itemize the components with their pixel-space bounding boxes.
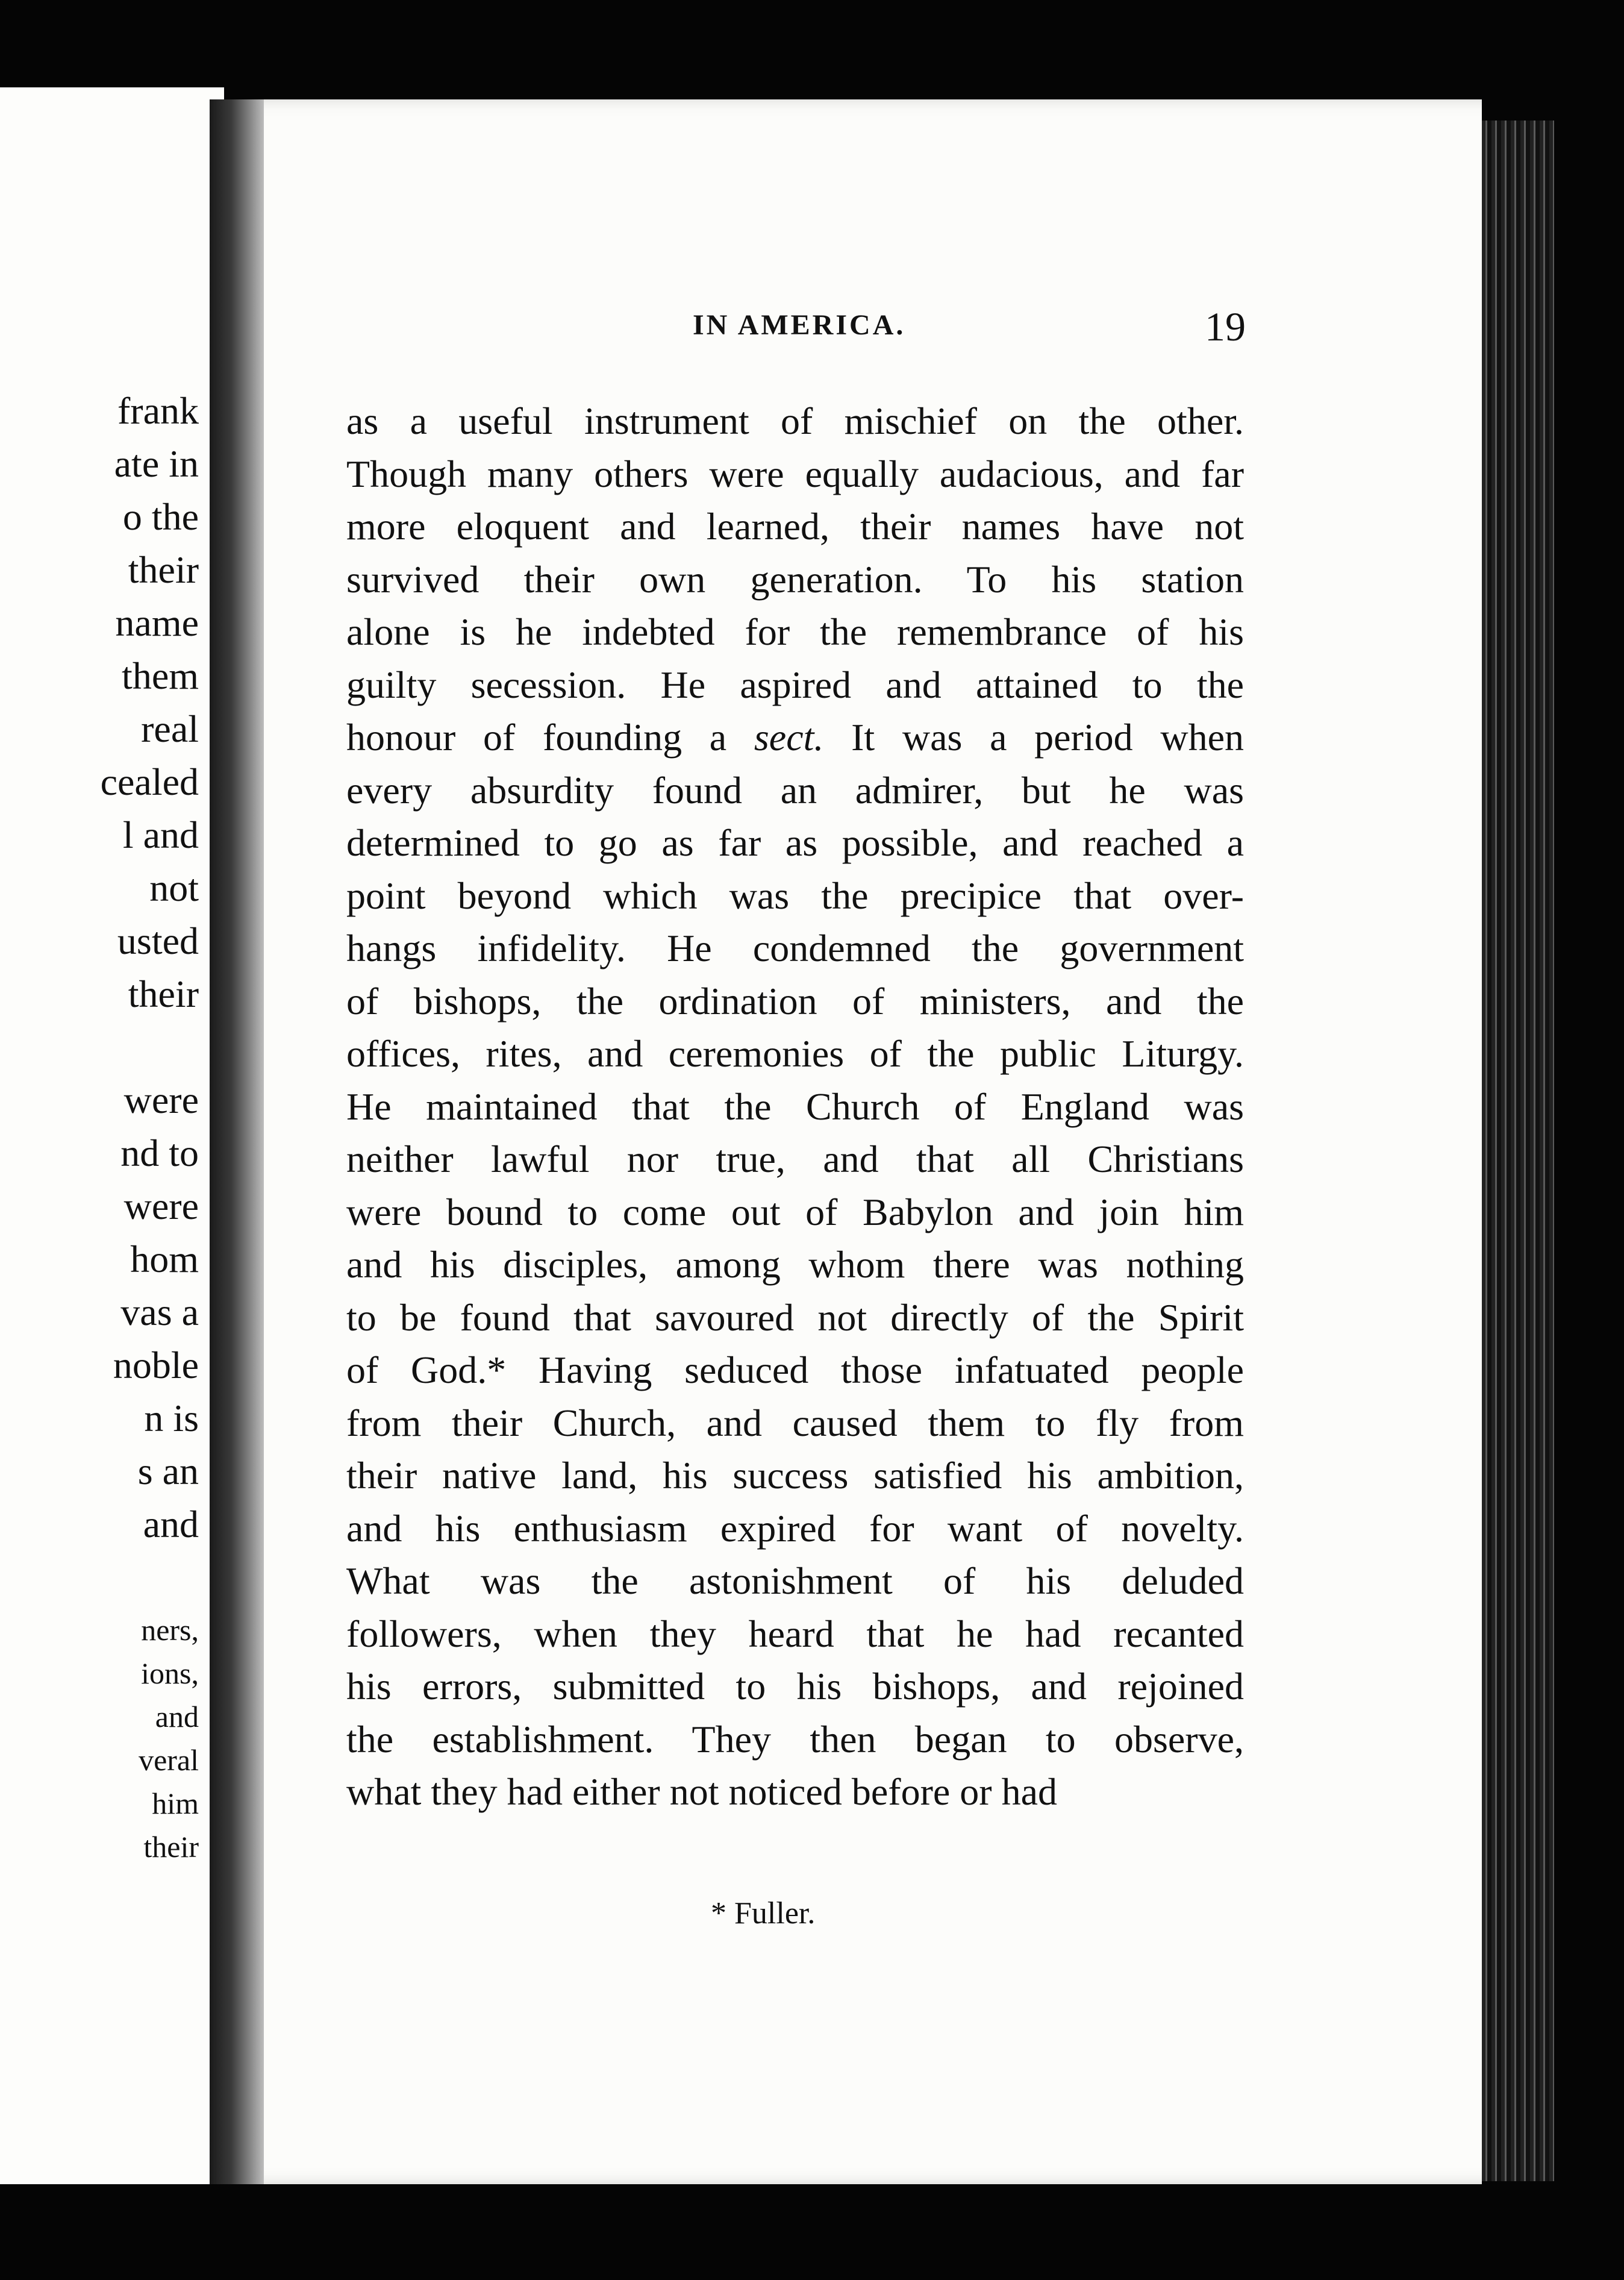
- text-line: of bishops, the ordination of ministers, and the: [346, 979, 1244, 1023]
- left-page-note-line: their: [143, 1830, 199, 1864]
- left-page-line: o the: [122, 495, 199, 538]
- left-page-line: s an: [137, 1450, 199, 1492]
- text-line: more eloquent and learned, their names have not: [346, 505, 1244, 548]
- text-line: from their Church, and caused them to fly from: [346, 1401, 1244, 1444]
- text-line: survived their own generation. To his station: [346, 557, 1244, 601]
- left-page-line: hom: [130, 1238, 199, 1280]
- left-page: [0, 87, 224, 2184]
- left-page-line: name: [115, 601, 199, 644]
- text-line: Though many others were equally audacious, and far: [346, 452, 1244, 495]
- left-page-line: not: [149, 866, 199, 909]
- left-page-note-line: veral: [139, 1743, 199, 1777]
- text-line: What was the astonishment of his deluded: [346, 1559, 1244, 1602]
- body-text: [346, 395, 1244, 1818]
- left-page-line: their: [128, 548, 199, 591]
- left-page-line: were: [123, 1079, 199, 1121]
- left-page-line: vas a: [120, 1291, 199, 1333]
- left-page-line: noble: [113, 1344, 199, 1386]
- text-line: every absurdity found an admirer, but he was: [346, 768, 1244, 812]
- text-line: guilty secession. He aspired and attained to the: [346, 663, 1244, 706]
- left-page-line: usted: [117, 919, 199, 962]
- text-line: of God.* Having seduced those infatuated people: [346, 1348, 1244, 1391]
- text-line: alone is he indebted for the remembrance of his: [346, 610, 1244, 653]
- left-page-line: were: [123, 1185, 199, 1227]
- left-page-note-line: him: [152, 1787, 199, 1820]
- text-line: point beyond which was the precipice that over-: [346, 874, 1244, 917]
- italic-word: sect.: [754, 716, 824, 759]
- page-number: 19: [1205, 304, 1246, 349]
- left-page-line: frank: [117, 389, 199, 432]
- text-line: their native land, his success satisfied his ambition,: [346, 1454, 1244, 1497]
- left-page-line: nd to: [120, 1132, 199, 1174]
- left-page-line: them: [122, 654, 199, 697]
- text-line: to be found that savoured not directly of the Spirit: [346, 1295, 1244, 1339]
- text-line: honour of founding a sect. It was a period when: [346, 716, 1245, 759]
- text-line: He maintained that the Church of England was: [346, 1085, 1244, 1128]
- left-page-line: their: [128, 972, 199, 1015]
- page-edges: [1482, 121, 1554, 2181]
- left-page-line: and: [143, 1503, 199, 1546]
- text-line: were bound to come out of Babylon and join him: [346, 1190, 1244, 1233]
- left-page-note-line: and: [155, 1700, 199, 1733]
- text-line: determined to go as far as possible, and reached a: [346, 821, 1244, 864]
- running-header: IN AMERICA.: [693, 309, 906, 341]
- text-line: and his enthusiasm expired for want of novelty.: [346, 1506, 1244, 1550]
- text-line: hangs infidelity. He condemned the government: [346, 927, 1244, 969]
- book-gutter: [210, 99, 264, 2184]
- left-page-line: n is: [144, 1397, 199, 1439]
- text-line: offices, rites, and ceremonies of the public Liturgy.: [346, 1032, 1244, 1075]
- left-page-note-line: ions,: [141, 1656, 199, 1690]
- footnote: * Fuller.: [711, 1896, 816, 1931]
- left-page-note-line: ners,: [141, 1613, 199, 1647]
- left-page-line: l and: [122, 813, 199, 856]
- text-line: and his disciples, among whom there was nothing: [346, 1243, 1244, 1286]
- text-line: neither lawful nor true, and that all Christians: [346, 1138, 1244, 1180]
- left-page-line: ate in: [114, 442, 199, 485]
- text-line: the establishment. They then began to observe,: [346, 1717, 1244, 1761]
- text-line: as a useful instrument of mischief on the other.: [346, 399, 1244, 442]
- text-line: his errors, submitted to his bishops, and rejoined: [346, 1665, 1244, 1708]
- text-line: what they had either not noticed before or had: [346, 1770, 1057, 1813]
- text-line: followers, when they heard that he had recanted: [346, 1612, 1244, 1655]
- left-page-line: real: [141, 707, 199, 750]
- left-page-line: cealed: [100, 760, 199, 803]
